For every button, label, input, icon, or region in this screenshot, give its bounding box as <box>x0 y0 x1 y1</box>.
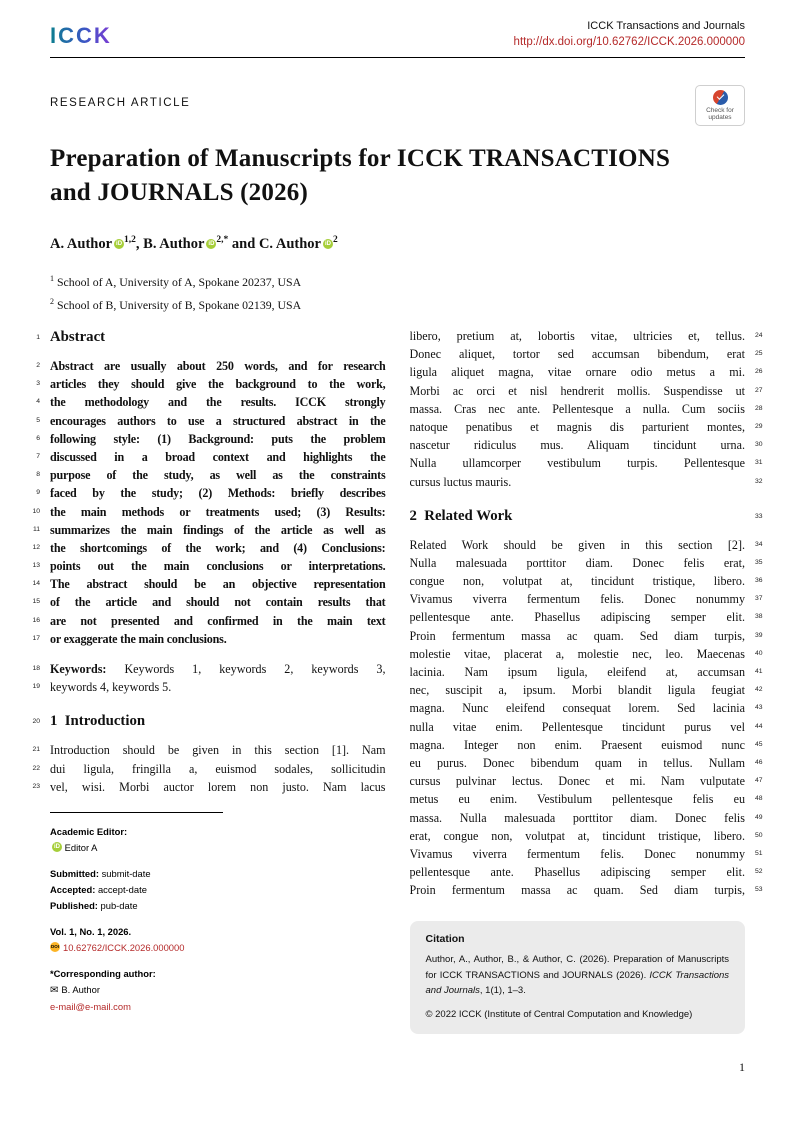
author-affil-marker: 2,* <box>216 235 229 245</box>
text-line: 29 natoque penatibus et magnis dis parturient montes, <box>410 418 746 436</box>
author-list <box>50 235 338 253</box>
text-line: 38 pellentesque ante. Phasellus adipiscing semper elit. <box>410 608 746 626</box>
line-number: 15 <box>32 598 40 606</box>
line-number: 36 <box>755 577 763 585</box>
text-line: 50 erat, congue non, volutpat at, tincidunt tristique, libero. <box>410 827 746 845</box>
text-line: 17 or exaggerate the main conclusions. <box>50 630 386 648</box>
line-number: 34 <box>755 540 763 548</box>
affiliation-list <box>50 269 301 315</box>
page-header <box>50 20 745 49</box>
text-line: 12 the shortcomings of the work; and (4) Conclusions: <box>50 539 386 557</box>
section-heading: 20 1 Introduction <box>50 711 386 732</box>
published-label: Published: <box>50 899 98 911</box>
orcid-icon[interactable]: iD <box>324 240 331 247</box>
text-line: 28 massa. Cras nec ante. Pellentesque a nulla. Cum sociis <box>410 400 746 418</box>
text-line: 51 Vivamus viverra fermentum felis. Donec nonummy <box>410 845 746 863</box>
line-number: 8 <box>36 471 40 479</box>
academic-editor-label: Academic Editor: <box>50 825 128 837</box>
line-number: 24 <box>755 332 763 339</box>
text-line: 48 metus eu enim. Vestibulum pellentesque felis eu <box>410 790 746 808</box>
published-date: pub-date <box>100 899 138 911</box>
crossmark-icon <box>713 90 728 105</box>
line-number: 49 <box>755 813 763 821</box>
line-number: 11 <box>32 525 40 533</box>
text-line: 18 Keywords: Keywords 1, keywords 2, keywords 3, <box>50 660 386 678</box>
text-line: 23 vel, wisi. Morbi auctor lorem non justo. Nam lacus <box>50 778 386 796</box>
text-line: 4 the methodology and the results. ICCK strongly <box>50 393 386 411</box>
line-number: 5 <box>36 416 40 424</box>
text-line: 42 nec, suscipit a, ipsum. Morbi blandit ligula feugiat <box>410 681 746 699</box>
text-line: 49 massa. Nulla malesuada porttitor diam. Donec felis <box>410 809 746 827</box>
text-line: 13 points out the main conclusions or interpretations. <box>50 557 386 575</box>
text-line: 14 The abstract should be an objective representation <box>50 575 386 593</box>
text-line: 27 Morbi ac orci et nisl hendrerit mollis. Suspendisse ut <box>410 382 746 400</box>
text-line: 40 molestie vitae, placerat a, molestie nec, leo. Maecenas <box>410 645 746 663</box>
line-number: 50 <box>755 831 763 839</box>
line-number: 16 <box>32 616 40 624</box>
accepted-date: accept-date <box>97 883 147 895</box>
text-line: 7 discussed in a broad context and highlights the <box>50 448 386 466</box>
author-name: A. Author <box>50 235 113 252</box>
author-separator: , <box>135 235 144 252</box>
author-separator: and <box>228 235 259 252</box>
text-line: 21 Introduction should be given in this section [1]. Nam <box>50 741 386 759</box>
text-line: 43 magna. Nunc eleifend consequat lorem. Sed lacinia <box>410 699 746 717</box>
right-column-lines <box>409 327 763 899</box>
text-line: 10 the main methods or treatments used; (3) Results: <box>50 503 386 521</box>
author-name: C. Author <box>258 235 321 252</box>
line-number: 26 <box>755 368 763 376</box>
text-line: 6 following style: (1) Background: puts the problem <box>50 430 386 448</box>
line-number: 30 <box>755 441 763 449</box>
article-info-block <box>50 812 386 1015</box>
orcid-icon[interactable]: iD <box>208 240 215 247</box>
line-number: 41 <box>755 668 763 675</box>
header-right <box>514 20 745 48</box>
academic-editor-name: Editor A <box>64 841 98 853</box>
text-line: 52 pellentesque ante. Phasellus adipiscing semper elit. <box>410 863 746 881</box>
check-updates-label: Check for updates <box>706 106 734 121</box>
text-line: 24 libero, pretium at, lobortis vitae, ultricies et, tellus. <box>410 327 746 345</box>
text-line: 35 Nulla malesuada porttitor diam. Donec felis erat, <box>410 554 746 572</box>
doi-link[interactable]: 10.62762/ICCK.2026.000000 <box>63 941 185 953</box>
paper-title: Preparation of Manuscripts for ICCK TRANSACTIONS and JOURNALS (2026) <box>50 145 671 206</box>
line-number: 52 <box>755 868 763 876</box>
accepted-label: Accepted: <box>50 883 96 895</box>
line-number: 25 <box>755 350 763 358</box>
text-line: 46 eu purus. Donec bibendum quam in tellus. Nullam <box>410 754 746 772</box>
line-number: 12 <box>32 543 40 551</box>
text-line: 16 are not presented and confirmed in the main text <box>50 612 386 630</box>
line-number: 6 <box>36 434 40 442</box>
text-line: 34 Related Work should be given in this section [2]. <box>410 536 746 554</box>
section-heading: 33 2 Related Work <box>410 506 746 527</box>
line-number: 27 <box>755 386 763 394</box>
text-line: 5 encourages authors to use a structured abstract in the <box>50 412 386 430</box>
line-number: 19 <box>32 683 40 691</box>
line-number: 18 <box>32 665 40 672</box>
line-number: 51 <box>755 849 763 857</box>
line-number: 17 <box>32 634 40 642</box>
affiliation: $^1$ School of A, University of A, Spokane 20237, USA <box>50 274 302 289</box>
line-number: 33 <box>755 512 763 520</box>
line-number: 31 <box>755 459 763 467</box>
envelope-icon: ✉ <box>50 984 59 996</box>
text-line: 25 Donec aliquet, tortor sed accumsan bibendum, erat <box>410 345 746 363</box>
line-number: 48 <box>755 795 763 803</box>
right-column <box>409 327 763 1034</box>
line-number: 9 <box>36 489 40 497</box>
header-divider <box>50 57 745 58</box>
line-number: 40 <box>755 649 763 657</box>
line-number: 7 <box>36 452 40 460</box>
citation-copyright: © 2022 ICCK (Institute of Central Computation and Knowledge) <box>425 1008 693 1020</box>
volume-info: Vol. 1, No. 1, 2026. <box>50 925 132 937</box>
submitted-label: Submitted: <box>50 867 99 879</box>
line-number: 42 <box>755 686 763 694</box>
orcid-icon[interactable]: iD <box>54 843 60 850</box>
body-columns <box>32 327 763 1034</box>
footnote-rule <box>50 812 223 813</box>
line-number: 10 <box>32 507 40 515</box>
line-number: 14 <box>32 580 40 588</box>
line-number: 38 <box>755 613 763 621</box>
text-line: 37 Vivamus viverra fermentum felis. Donec nonummy <box>410 590 746 608</box>
page-number: 1 <box>739 1060 745 1074</box>
line-number: 22 <box>32 764 40 772</box>
line-number: 32 <box>755 477 763 485</box>
left-column-lines <box>32 327 386 796</box>
line-number: 47 <box>755 777 763 785</box>
corresponding-author-label: *Corresponding author: <box>50 967 156 979</box>
email-link[interactable]: e-mail@e-mail.com <box>50 1000 131 1012</box>
line-number: 35 <box>755 558 763 566</box>
citation-box <box>410 921 746 1034</box>
line-number: 28 <box>755 404 763 412</box>
line-number: 46 <box>755 758 763 766</box>
line-number: 1 <box>36 334 40 341</box>
icck-logo: ICCK <box>50 23 112 48</box>
journal-name: ICCK Transactions and Journals <box>587 20 745 32</box>
text-line: 22 dui ligula, fringilla a, euismod sodales, sollicitudin <box>50 760 386 778</box>
text-line: 30 nascetur ridiculus mus. Aliquam tincidunt urna. <box>410 436 746 454</box>
check-updates-badge[interactable] <box>695 85 745 126</box>
line-number: 43 <box>755 704 763 712</box>
doi-icon: DOI <box>50 942 60 952</box>
line-number: 53 <box>755 886 763 894</box>
header-doi-link[interactable]: http://dx.doi.org/10.62762/ICCK.2026.000000 <box>513 36 745 48</box>
line-number: 4 <box>36 398 40 406</box>
line-number: 21 <box>32 746 40 754</box>
citation-heading: Citation <box>425 933 465 946</box>
text-line: 8 purpose of the study, as well as the constraints <box>50 466 386 484</box>
text-line: 15 of the article and should not contain results that <box>50 593 386 611</box>
text-line: 9 faced by the study; (2) Methods: briefly describes <box>50 484 386 502</box>
text-line: 44 nulla vitae enim. Pellentesque tincidunt purus vel <box>410 718 746 736</box>
text-line: 53 Proin fermentum massa ac quam. Sed diam turpis, <box>410 881 746 899</box>
line-number: 23 <box>32 782 40 790</box>
affiliation: $^2$ School of B, University of B, Spokane 02139, USA <box>50 296 302 312</box>
line-number: 3 <box>36 380 40 388</box>
text-line: 41 lacinia. Nam ipsum ligula, eleifend at, accumsan <box>410 663 746 681</box>
text-line: 39 Proin fermentum massa ac quam. Sed diam turpis, <box>410 627 746 645</box>
author-affil-marker: 1,2 <box>124 235 136 245</box>
line-number: 13 <box>32 562 40 570</box>
text-line: 47 cursus pulvinar lectus. Donec et mi. Nam vulputate <box>410 772 746 790</box>
line-number: 20 <box>32 718 40 726</box>
line-number: 2 <box>36 362 40 369</box>
line-number: 37 <box>755 595 763 603</box>
line-number: 45 <box>755 740 763 748</box>
corresponding-author-name: B. Author <box>61 983 100 995</box>
citation-text: Author, A., Author, B., & Author, C. (2026). Preparation of Manuscripts for ICCK TRANSACTIONS and JOURNALS (2026). ICCK Transactions and Journals, 1(1), 1–3. <box>425 954 730 997</box>
author-affil-marker: 2 <box>332 235 338 245</box>
line-number: 29 <box>755 422 763 430</box>
text-line: 2 Abstract are usually about 250 words, and for research <box>50 357 386 375</box>
text-line: 3 articles they should give the background to the work, <box>50 375 386 393</box>
text-line: 11 summarizes the main findings of the article as well as <box>50 521 386 539</box>
orcid-icon[interactable]: iD <box>116 240 123 247</box>
submitted-date: submit-date <box>101 867 151 879</box>
section-heading: 1 Abstract <box>50 327 386 348</box>
left-column <box>32 327 386 1034</box>
author-name: B. Author <box>143 235 205 252</box>
text-line: 32 cursus luctus mauris. <box>410 473 746 491</box>
text-line: 26 ligula aliquet magna, vitae ornare odio metus a mi. <box>410 363 746 381</box>
text-line: 45 magna. Integer non enim. Praesent euismod nunc <box>410 736 746 754</box>
text-line: 36 congue non, volutpat at, tincidunt tristique, libero. <box>410 572 746 590</box>
line-number: 39 <box>755 631 763 639</box>
text-line: 19 keywords 4, keywords 5. <box>50 678 386 696</box>
article-type-label: RESEARCH ARTICLE <box>50 97 191 109</box>
text-line: 31 Nulla ullamcorper vestibulum turpis. Pellentesque <box>410 454 746 472</box>
line-number: 44 <box>755 722 763 730</box>
